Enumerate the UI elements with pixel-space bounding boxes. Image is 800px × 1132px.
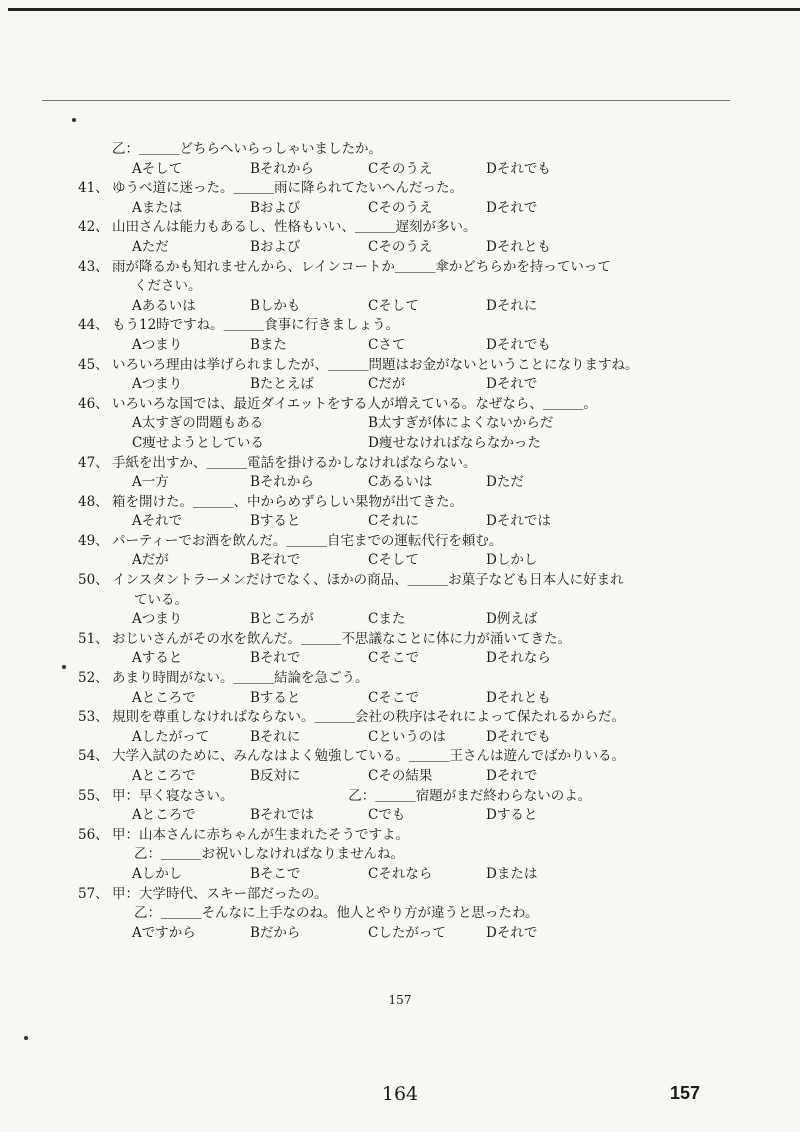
question-item xyxy=(78,356,672,395)
answer-option[interactable]: Bそれに xyxy=(250,728,301,745)
question-text: パーティーでお酒を飲んだ。＿＿＿自宅までの運転代行を頼む。 xyxy=(112,532,503,549)
answer-option[interactable]: Aつまり xyxy=(132,376,183,393)
answer-option[interactable]: Bすると xyxy=(250,689,301,706)
answer-option[interactable]: D痩せなければならなかった xyxy=(368,434,541,451)
answer-option[interactable]: Bそこで xyxy=(250,865,301,882)
answer-option[interactable]: Aそして xyxy=(132,160,183,177)
answer-option[interactable]: Aしかし xyxy=(132,865,183,882)
question-text: もう12時ですね。＿＿＿食事に行きましょう。 xyxy=(112,317,400,334)
question-number: 43、 xyxy=(78,258,109,275)
answer-option[interactable]: Bそれから xyxy=(250,474,314,491)
question-text-line xyxy=(112,904,672,924)
question-text-line xyxy=(78,826,672,846)
question-number: 49、 xyxy=(78,532,109,549)
answer-option[interactable]: Aしたがって xyxy=(132,728,210,745)
question-item xyxy=(78,179,672,218)
scan-speck xyxy=(62,665,66,669)
answer-option[interactable]: Aすると xyxy=(132,650,183,667)
answer-option[interactable]: Dそれで xyxy=(486,924,538,941)
answer-option[interactable]: Bだから xyxy=(250,924,301,941)
question-number: 55、 xyxy=(78,787,109,804)
answer-option[interactable]: Aところで xyxy=(132,768,196,784)
question-text-line xyxy=(112,591,672,611)
question-item xyxy=(78,787,672,826)
answer-option[interactable]: Aだが xyxy=(132,552,169,569)
answer-option[interactable]: Dそれで xyxy=(486,376,538,393)
question-text-line xyxy=(78,747,672,767)
question-number: 44、 xyxy=(78,317,109,334)
answer-option[interactable]: Dただ xyxy=(486,474,524,491)
answer-option[interactable]: Dそれとも xyxy=(486,689,551,706)
question-text: 箱を開けた。＿＿＿、中からめずらしい果物が出てきた。 xyxy=(112,493,463,510)
question-item xyxy=(78,316,672,355)
answer-options xyxy=(112,806,672,826)
answer-option[interactable]: Cでも xyxy=(368,807,406,824)
question-text: 雨が降るかも知れませんから、レインコートか＿＿＿傘かどちらかを持っていって xyxy=(112,258,611,275)
answer-option[interactable]: Bところが xyxy=(250,611,314,628)
answer-option[interactable]: Bおよび xyxy=(250,238,301,255)
question-text: 山田さんは能力もあるし、性格もいい、＿＿＿遅刻が多い。 xyxy=(112,219,477,236)
answer-options xyxy=(112,199,672,219)
inner-page-number: 157 xyxy=(388,993,412,1007)
question-text: あまり時間がない。＿＿＿結論を急ごう。 xyxy=(112,670,369,687)
question-text-line xyxy=(78,708,672,728)
answer-options xyxy=(112,434,672,454)
question-number: 41、 xyxy=(78,180,109,197)
answer-options xyxy=(112,924,672,944)
answer-options xyxy=(112,728,672,748)
scan-speck xyxy=(72,118,76,122)
answer-options xyxy=(112,610,672,630)
question-text: インスタントラーメンだけでなく、ほかの商品、＿＿＿お菓子なども日本人に好まれ xyxy=(112,572,624,589)
answer-option[interactable]: Cあるいは xyxy=(368,474,433,491)
page-top-border xyxy=(8,8,800,11)
question-text: 甲：大学時代、スキー部だったの。 xyxy=(112,885,328,902)
answer-option[interactable]: Bそれで xyxy=(250,552,301,569)
answer-option[interactable]: Dまたは xyxy=(486,865,538,882)
answer-option[interactable]: Cそして xyxy=(368,297,419,314)
question-text: いろいろ理由は挙げられましたが、＿＿＿問題はお金がないということになりますね。 xyxy=(112,356,639,373)
answer-option[interactable]: Cそこで xyxy=(368,689,419,706)
answer-option[interactable]: Bそれで xyxy=(250,650,301,667)
question-number: 52、 xyxy=(78,670,109,687)
answer-option[interactable]: Aつまり xyxy=(132,336,183,353)
answer-option[interactable]: Bそれでは xyxy=(250,807,314,824)
question-text: 乙：＿＿＿そんなに上手なのね。他人とやり方が違うと思ったわ。 xyxy=(134,905,539,922)
question-text: ください。 xyxy=(134,278,202,295)
answer-option[interactable]: Dそれで xyxy=(486,768,538,784)
question-text: おじいさんがその水を飲んだ。＿＿＿不思議なことに体に力が涌いてきた。 xyxy=(112,630,571,647)
question-text-line xyxy=(112,277,672,297)
answer-option[interactable]: Dそれでも xyxy=(486,336,551,353)
answer-option[interactable]: Dすると xyxy=(486,807,538,824)
question-item xyxy=(78,708,672,747)
inner-page-border xyxy=(42,100,730,101)
question-text-line xyxy=(78,356,672,376)
answer-option[interactable]: Aあるいは xyxy=(132,297,196,314)
answer-option[interactable]: Cそして xyxy=(368,552,419,569)
answer-option[interactable]: Cだが xyxy=(368,376,406,393)
answer-options xyxy=(112,767,672,787)
question-text-line xyxy=(78,316,672,336)
answer-option[interactable]: Bしかも xyxy=(250,297,301,314)
question-text: 大学入試のために、みんなはよく勉強している。＿＿＿王さんは遊んでばかりいる。 xyxy=(112,748,625,765)
question-number: 56、 xyxy=(78,826,109,843)
answer-option[interactable]: Dそれでは xyxy=(486,513,551,530)
question-text-line xyxy=(78,630,672,650)
question-text: いろいろな国では、最近ダイエットをする人が増えている。なぜなら、＿＿＿。 xyxy=(112,395,597,412)
question-number: 48、 xyxy=(78,493,109,510)
question-text: 甲：早く寝なさい。 乙：＿＿＿宿題がまだ終わらないのよ。 xyxy=(112,787,592,804)
question-text-line xyxy=(78,395,672,415)
answer-options xyxy=(112,649,672,669)
answer-option[interactable]: Cそのうえ xyxy=(368,238,433,255)
question-number: 46、 xyxy=(78,395,109,412)
answer-option[interactable]: Aそれで xyxy=(132,513,183,530)
question-text-line xyxy=(78,885,672,905)
answer-option[interactable]: Cそれに xyxy=(368,513,419,530)
question-text-line xyxy=(78,669,672,689)
answer-options xyxy=(112,473,672,493)
answer-options xyxy=(112,414,672,434)
question-text: 規則を尊重しなければならない。＿＿＿会社の秩序はそれによって保たれるからだ。 xyxy=(112,709,625,726)
question-text-line xyxy=(78,218,672,238)
answer-option[interactable]: Cというのは xyxy=(368,728,446,745)
question-item xyxy=(78,493,672,532)
answer-options xyxy=(112,865,672,885)
answer-option[interactable]: Aところで xyxy=(132,807,196,824)
question-number: 47、 xyxy=(78,454,109,471)
question-item xyxy=(78,258,672,317)
page-number-right: 157 xyxy=(669,1083,700,1103)
question-number: 53、 xyxy=(78,709,109,726)
question-item xyxy=(78,885,672,944)
answer-option[interactable]: Cそのうえ xyxy=(368,199,433,216)
question-item xyxy=(78,571,672,630)
answer-option[interactable]: Dそれなら xyxy=(486,650,551,667)
answer-option[interactable]: Cそのうえ xyxy=(368,160,433,177)
question-text-line xyxy=(78,571,672,591)
answer-option[interactable]: Cそれなら xyxy=(368,865,433,882)
question-text-line xyxy=(78,179,672,199)
question-item xyxy=(78,630,672,669)
question-number: 57、 xyxy=(78,885,109,902)
answer-option[interactable]: Dそれでも xyxy=(486,160,551,177)
question-item xyxy=(78,218,672,257)
answer-option[interactable]: Aつまり xyxy=(132,611,183,628)
answer-option[interactable]: Dそれで xyxy=(486,199,538,216)
question-number: 50、 xyxy=(78,572,109,589)
answer-option[interactable]: Dしかし xyxy=(486,552,538,569)
answer-option[interactable]: Bたとえば xyxy=(250,376,314,393)
answer-option[interactable]: Dそれに xyxy=(486,297,538,314)
answer-option[interactable]: Bまた xyxy=(250,336,287,353)
page-number-center: 164 xyxy=(381,1083,419,1105)
question-number: 42、 xyxy=(78,219,109,236)
question-text: 乙：＿＿＿どちらへいらっしゃいましたか。 xyxy=(112,141,382,157)
answer-option[interactable]: Dそれでも xyxy=(486,728,551,745)
question-list xyxy=(78,140,672,943)
answer-options xyxy=(112,238,672,258)
answer-options xyxy=(112,297,672,317)
question-text: 乙：＿＿＿お祝いしなければなりませんね。 xyxy=(134,846,404,863)
answer-options xyxy=(112,689,672,709)
answer-option[interactable]: D例えば xyxy=(486,611,538,628)
answer-option[interactable]: Cそこで xyxy=(368,650,419,667)
answer-option[interactable]: Aところで xyxy=(132,689,196,706)
answer-option[interactable]: Aただ xyxy=(132,238,169,255)
question-item xyxy=(78,454,672,493)
question-item xyxy=(78,395,672,454)
question-item xyxy=(78,532,672,571)
question-text-line xyxy=(78,532,672,552)
answer-options xyxy=(112,160,672,180)
question-text: ている。 xyxy=(134,591,188,608)
answer-option[interactable]: Cさて xyxy=(368,336,406,353)
question-text-line xyxy=(78,454,672,474)
answer-option[interactable]: Aまたは xyxy=(132,199,183,216)
question-text-line xyxy=(78,493,672,513)
question-text: ゆうべ道に迷った。＿＿＿雨に降られてたいへんだった。 xyxy=(112,180,463,197)
question-item xyxy=(78,669,672,708)
answer-option[interactable]: Cその結果 xyxy=(368,768,433,784)
answer-options xyxy=(112,551,672,571)
scan-speck xyxy=(24,1036,28,1040)
answer-option[interactable]: Bそれから xyxy=(250,160,314,177)
answer-option[interactable]: Bおよび xyxy=(250,199,301,216)
question-number: 45、 xyxy=(78,356,109,373)
question-number: 54、 xyxy=(78,748,109,765)
question-text-line xyxy=(112,140,672,160)
answer-option[interactable]: A太すぎの問題もある xyxy=(132,415,264,432)
answer-option[interactable]: Bすると xyxy=(250,513,301,530)
answer-options xyxy=(112,336,672,356)
question-text-line xyxy=(78,258,672,278)
question-text: 手紙を出すか、＿＿＿電話を掛けるかしなければならない。 xyxy=(112,454,477,471)
question-text-line xyxy=(78,787,672,807)
answer-options xyxy=(112,512,672,532)
question-number: 51、 xyxy=(78,630,109,647)
answer-option[interactable]: B反対に xyxy=(250,768,301,784)
question-item xyxy=(78,747,672,786)
answer-option[interactable]: A一方 xyxy=(132,474,169,491)
answer-option[interactable]: Aですから xyxy=(132,924,196,941)
answer-option[interactable]: B太すぎが体によくないからだ xyxy=(368,415,554,432)
answer-option[interactable]: C痩せようとしている xyxy=(132,434,264,451)
answer-option[interactable]: Cまた xyxy=(368,611,406,628)
question-text-line xyxy=(112,845,672,865)
question-item xyxy=(112,140,672,179)
answer-option[interactable]: Dそれとも xyxy=(486,238,551,255)
answer-option[interactable]: Cしたがって xyxy=(368,924,446,941)
question-item xyxy=(78,826,672,885)
answer-options xyxy=(112,375,672,395)
question-text: 甲：山本さんに赤ちゃんが生まれたそうですよ。 xyxy=(112,826,409,843)
